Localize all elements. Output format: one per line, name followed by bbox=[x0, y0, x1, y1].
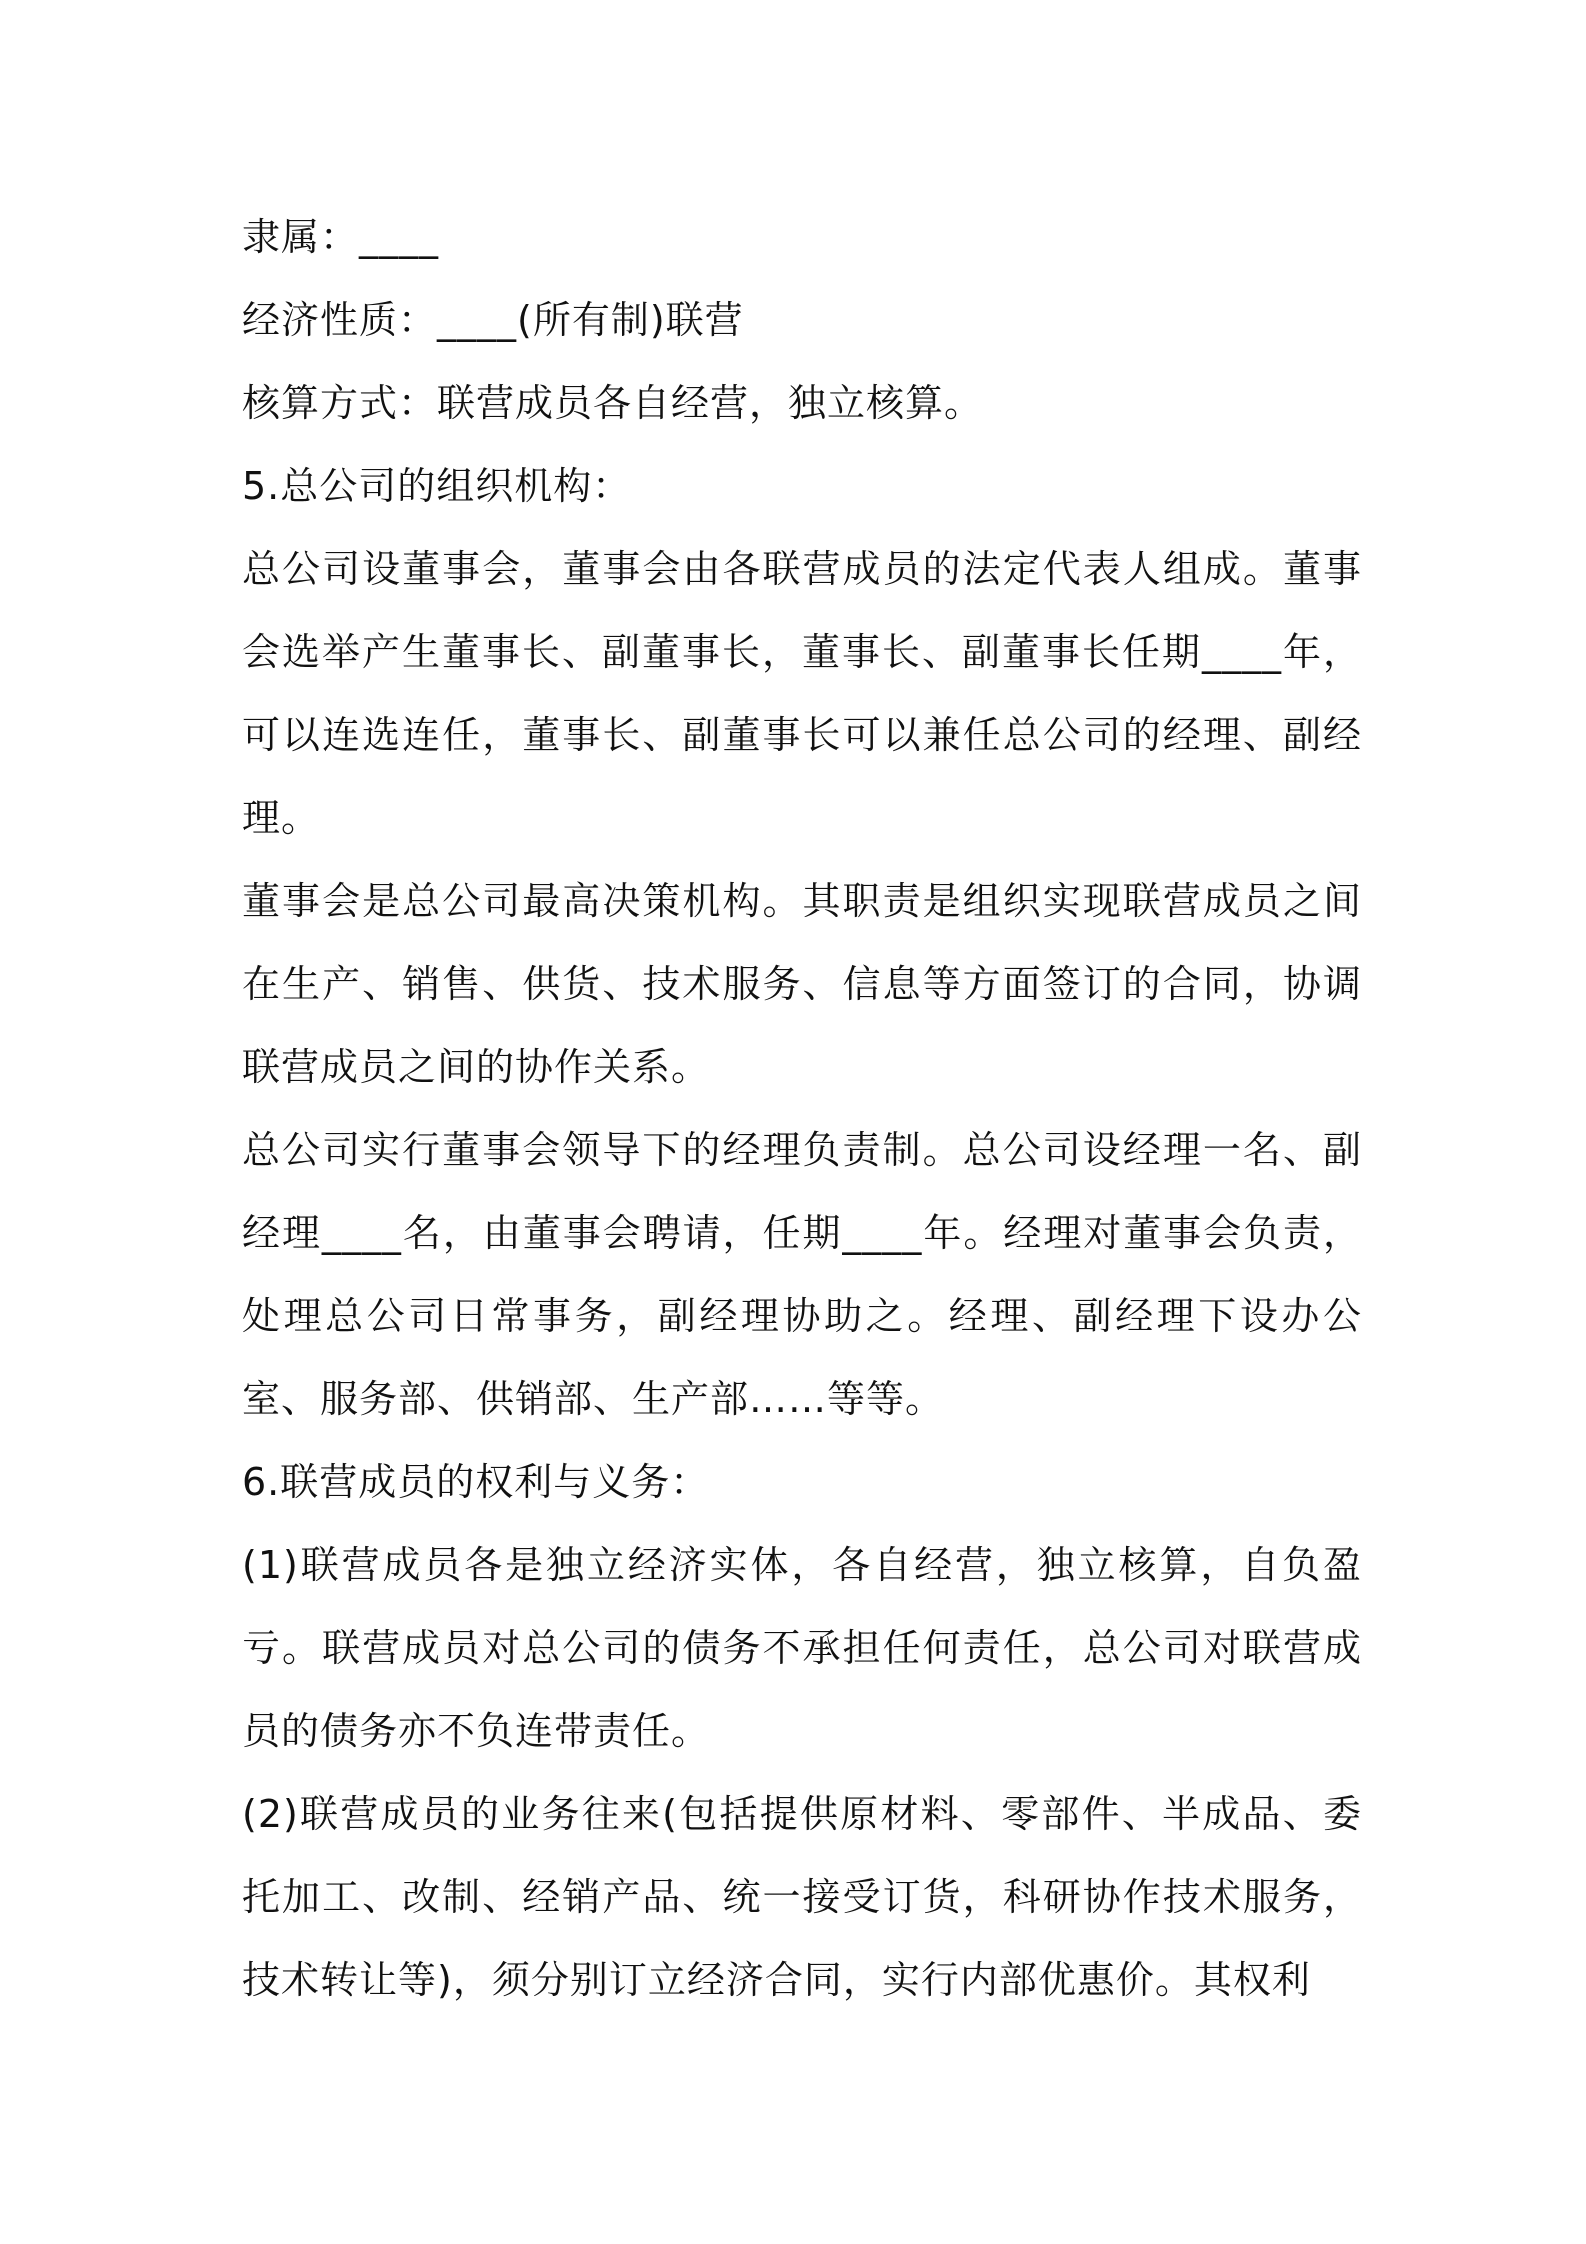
board-composition-paragraph: 总公司设董事会，董事会由各联营成员的法定代表人组成。董事会选举产生董事长、副董事长，董事长、副董事长任期____年，可以连选连任，董事长、副董事长可以兼任总公司的经理、副经理。 bbox=[242, 547, 1362, 840]
economic-nature-line: 经济性质：____(所有制)联营 bbox=[242, 298, 744, 342]
section-heading-member-rights: 6.联营成员的权利与义务： bbox=[242, 1460, 710, 1504]
member-rights-item-2: (2)联营成员的业务往来(包括提供原材料、零部件、半成品、委托加工、改制、经销产品、统一接受订货，科研协作技术服务，技术转让等)，须分别订立经济合同，实行内部优惠价。其权利 bbox=[242, 1792, 1362, 2002]
affiliation-line: 隶属：____ bbox=[242, 215, 440, 259]
accounting-method-line: 核算方式：联营成员各自经营，独立核算。 bbox=[242, 381, 984, 425]
board-duties-paragraph: 董事会是总公司最高决策机构。其职责是组织实现联营成员之间在生产、销售、供货、技术服务、信息等方面签订的合同，协调联营成员之间的协作关系。 bbox=[242, 879, 1362, 1089]
section-heading-organization: 5.总公司的组织机构： bbox=[242, 464, 632, 508]
document-body bbox=[242, 196, 1362, 2022]
member-rights-item-1: (1)联营成员各是独立经济实体，各自经营，独立核算，自负盈亏。联营成员对总公司的债务不承担任何责任，总公司对联营成员的债务亦不负连带责任。 bbox=[242, 1543, 1362, 1753]
manager-responsibility-paragraph: 总公司实行董事会领导下的经理负责制。总公司设经理一名、副经理____名，由董事会聘请，任期____年。经理对董事会负责，处理总公司日常事务，副经理协助之。经理、副经理下设办公室、服务部、供销部、生产部……等等。 bbox=[242, 1128, 1362, 1421]
